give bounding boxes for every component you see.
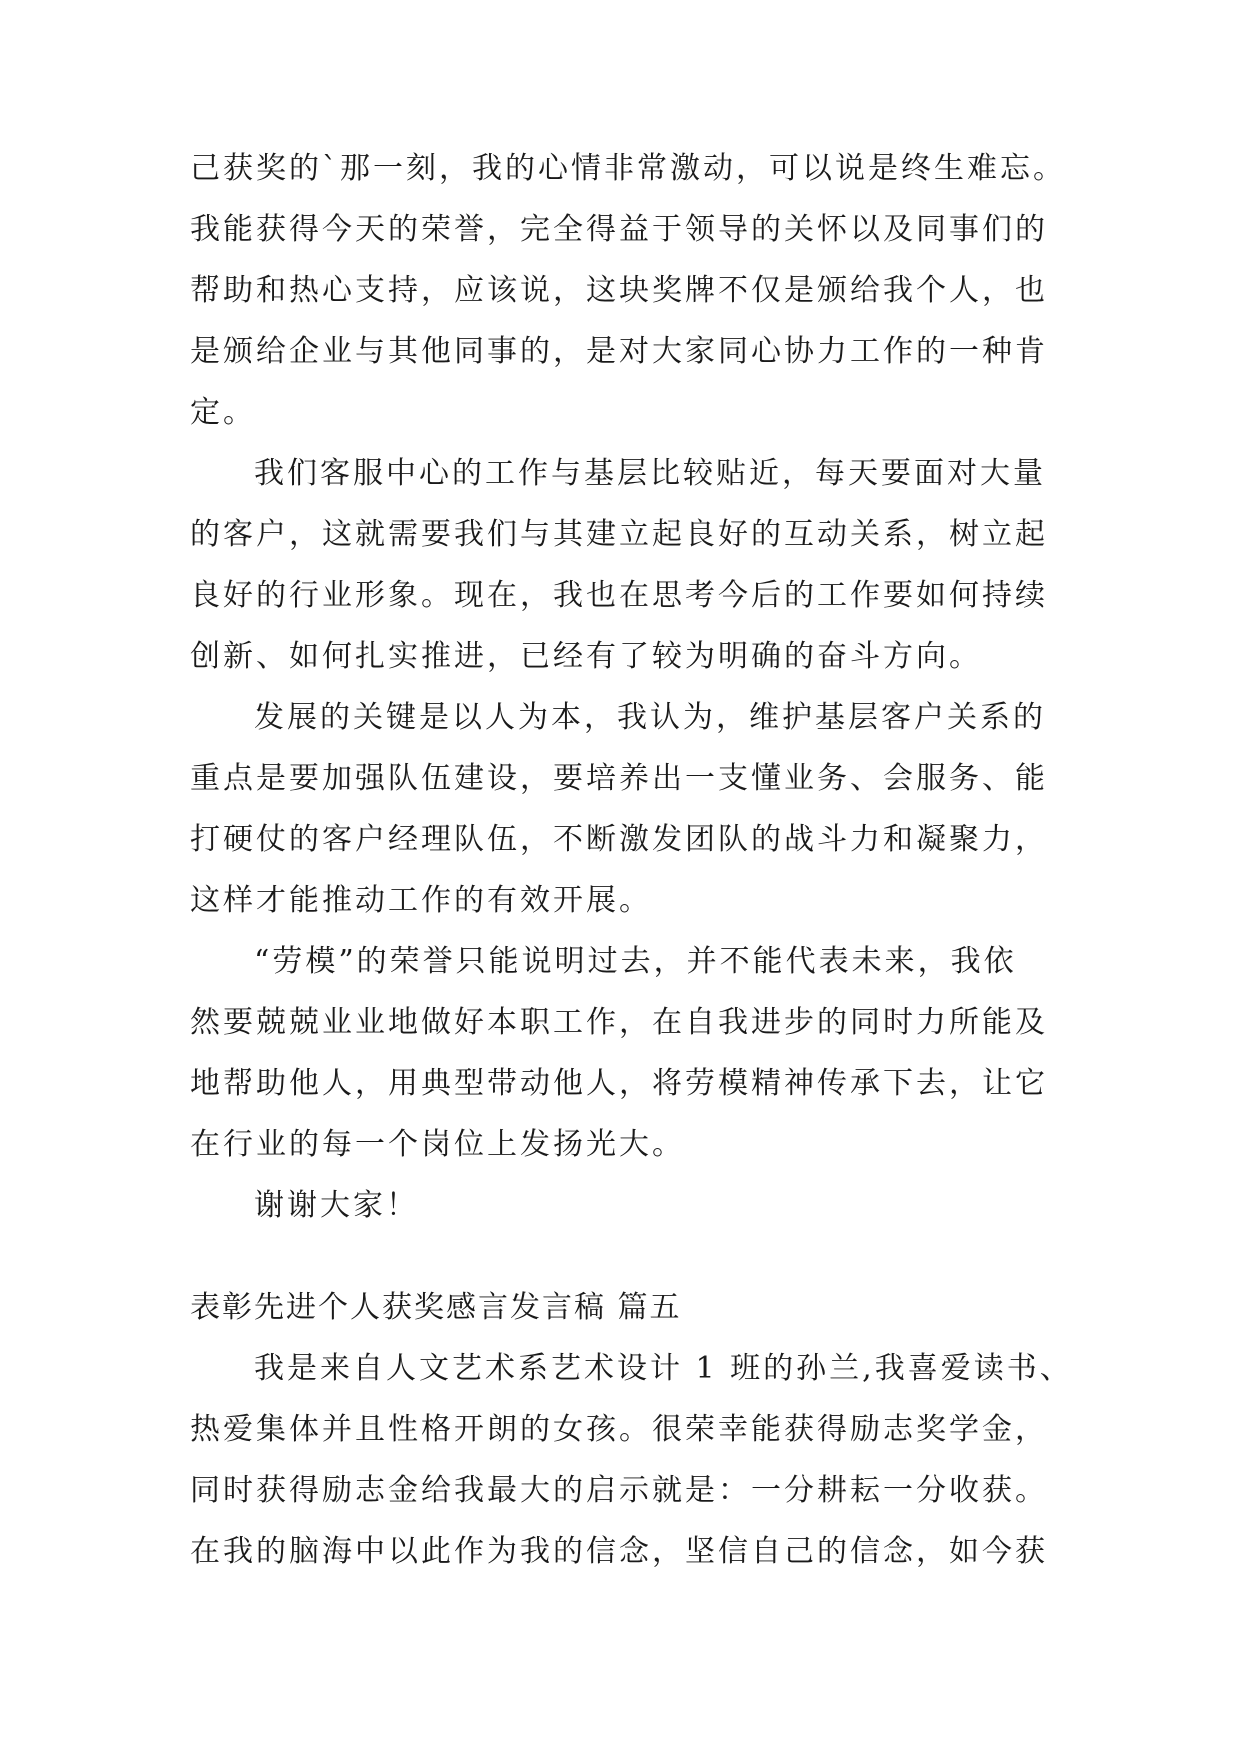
paragraph-2-line-4: 创新、如何扎实推进，已经有了较为明确的奋斗方向。 (190, 639, 982, 674)
paragraph-3-line-1: 发展的关键是以人为本，我认为，维护基层客户关系的 (254, 700, 1046, 735)
paragraph-1-line-4: 是颁给企业与其他同事的，是对大家同心协力工作的一种肯 (190, 334, 1048, 369)
paragraph-1-line-5: 定。 (190, 395, 256, 430)
paragraph-2-line-2: 的客户，这就需要我们与其建立起良好的互动关系，树立起 (190, 517, 1048, 552)
paragraph-6-line-4: 在我的脑海中以此作为我的信念，坚信自己的信念，如今获 (190, 1534, 1048, 1569)
section-heading: 表彰先进个人获奖感言发言稿 篇五 (190, 1290, 682, 1325)
paragraph-3-line-2: 重点是要加强队伍建设，要培养出一支懂业务、会服务、能 (190, 761, 1048, 796)
paragraph-6-line-3: 同时获得励志金给我最大的启示就是：一分耕耘一分收获。 (190, 1473, 1048, 1508)
paragraph-4-line-1: “劳模”的荣誉只能说明过去，并不能代表未来，我依 (254, 944, 1017, 979)
paragraph-6-line-2: 热爱集体并且性格开朗的女孩。很荣幸能获得励志奖学金， (190, 1412, 1048, 1447)
paragraph-4-line-3: 地帮助他人，用典型带动他人，将劳模精神传承下去，让它 (190, 1066, 1048, 1101)
paragraph-4-line-2: 然要兢兢业业地做好本职工作，在自我进步的同时力所能及 (190, 1005, 1048, 1040)
paragraph-4-line-4: 在行业的每一个岗位上发扬光大。 (190, 1127, 685, 1162)
paragraph-2-line-3: 良好的行业形象。现在，我也在思考今后的工作要如何持续 (190, 578, 1048, 613)
paragraph-1-line-3: 帮助和热心支持，应该说，这块奖牌不仅是颁给我个人，也 (190, 273, 1048, 308)
paragraph-2-line-1: 我们客服中心的工作与基层比较贴近，每天要面对大量 (254, 456, 1046, 491)
paragraph-1-line-2: 我能获得今天的荣誉，完全得益于领导的关怀以及同事们的 (190, 212, 1048, 247)
paragraph-3-line-3: 打硬仗的客户经理队伍，不断激发团队的战斗力和凝聚力， (190, 822, 1048, 857)
paragraph-6-line-1: 我是来自人文艺术系艺术设计 1 班的孙兰,我喜爱读书、 (254, 1351, 1073, 1386)
paragraph-1-line-1: 己获奖的`那一刻，我的心情非常激动，可以说是终生难忘。 (190, 151, 1066, 186)
paragraph-5-line-1: 谢谢大家！ (254, 1188, 419, 1223)
paragraph-3-line-4: 这样才能推动工作的有效开展。 (190, 883, 652, 918)
